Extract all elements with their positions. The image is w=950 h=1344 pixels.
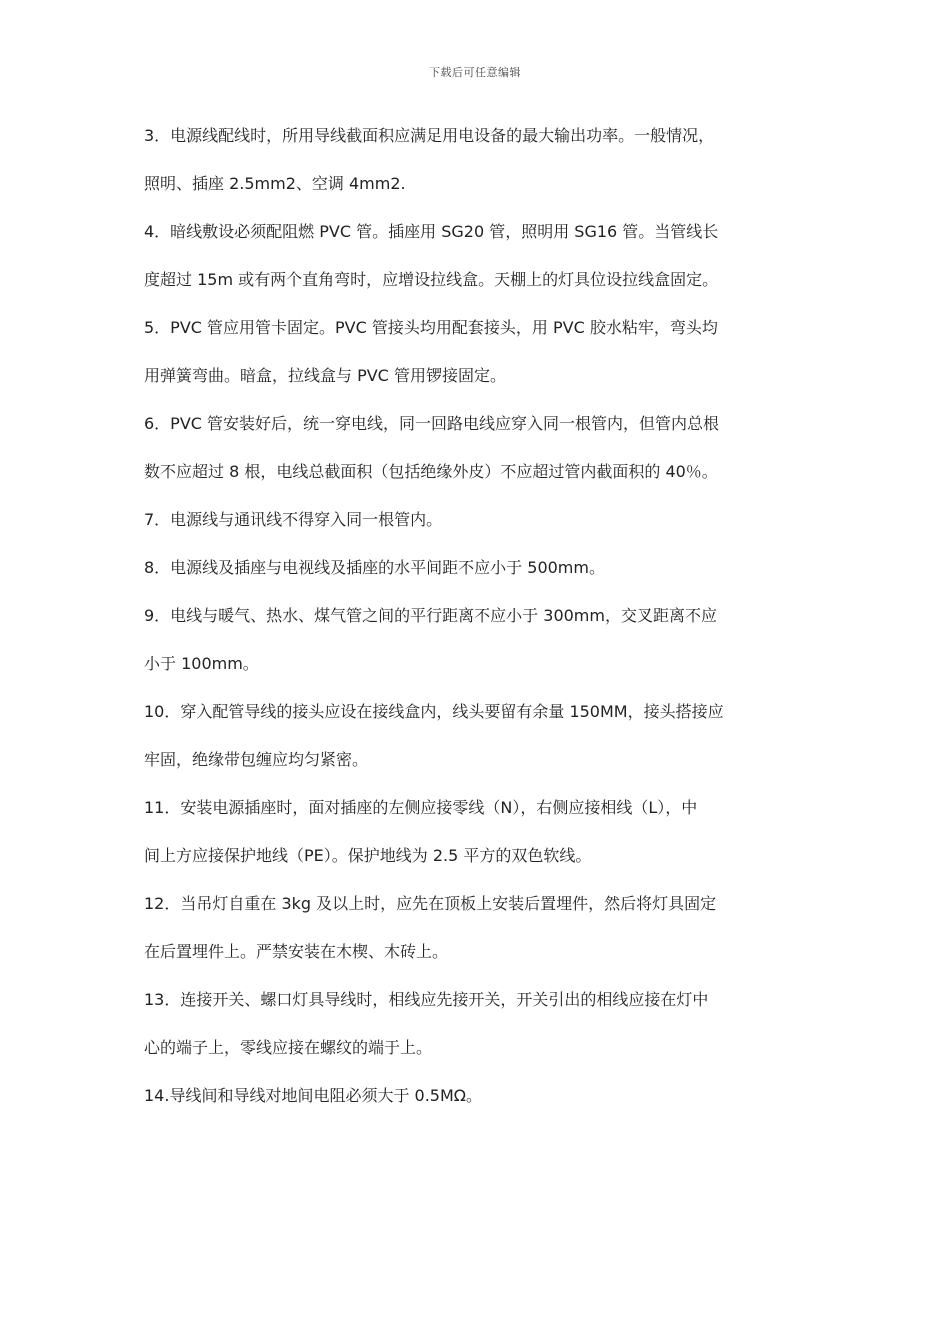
text-line: 8．电源线及插座与电视线及插座的水平间距不应小于 500mm。 xyxy=(144,558,605,577)
list-item xyxy=(144,796,816,868)
text-line: 13．连接开关、螺口灯具导线时，相线应先接开关，开关引出的相线应接在灯中 xyxy=(144,990,709,1009)
list-item xyxy=(144,1084,816,1108)
list-item xyxy=(144,412,816,484)
text-line: 6．PVC 管安装好后，统一穿电线，同一回路电线应穿入同一根管内，但管内总根 xyxy=(144,414,720,433)
text-line: 照明、插座 2.5mm2、空调 4mm2. xyxy=(144,174,406,193)
text-line: 心的端子上，零线应接在螺纹的端于上。 xyxy=(144,1038,433,1057)
document-body xyxy=(144,124,816,1108)
text-line: 14.导线间和导线对地间电阻必须大于 0.5MΩ。 xyxy=(144,1086,483,1105)
list-item xyxy=(144,508,816,532)
list-item xyxy=(144,316,816,388)
text-line: 11．安装电源插座时，面对插座的左侧应接零线（N），右侧应接相线（L），中 xyxy=(144,798,698,817)
text-line: 小于 100mm。 xyxy=(144,654,259,673)
list-item xyxy=(144,556,816,580)
text-line: 牢固，绝缘带包缠应均匀紧密。 xyxy=(144,750,369,769)
list-item xyxy=(144,604,816,676)
list-item xyxy=(144,700,816,772)
list-item xyxy=(144,220,816,292)
text-line: 用弹簧弯曲。暗盒，拉线盒与 PVC 管用锣接固定。 xyxy=(144,366,506,385)
text-line: 9．电线与暖气、热水、煤气管之间的平行距离不应小于 300mm，交叉距离不应 xyxy=(144,606,717,625)
text-line: 数不应超过 8 根，电线总截面积（包括绝缘外皮）不应超过管内截面积的 40％。 xyxy=(144,462,718,481)
list-item xyxy=(144,124,816,196)
list-item xyxy=(144,988,816,1060)
text-line: 12．当吊灯自重在 3kg 及以上时，应先在顶板上安装后置埋件，然后将灯具固定 xyxy=(144,894,717,913)
text-line: 度超过 15m 或有两个直角弯时，应增设拉线盒。天棚上的灯具位设拉线盒固定。 xyxy=(144,270,719,289)
text-line: 间上方应接保护地线（PE）。保护地线为 2.5 平方的双色软线。 xyxy=(144,846,592,865)
text-line: 4．暗线敷设必须配阻燃 PVC 管。插座用 SG20 管，照明用 SG16 管。当管线长 xyxy=(144,222,719,241)
text-line: 3．电源线配线时，所用导线截面积应满足用电设备的最大输出功率。一般情况， xyxy=(144,126,715,145)
text-line: 10．穿入配管导线的接头应设在接线盒内，线头要留有余量 150MM，接头搭接应 xyxy=(144,702,724,721)
text-line: 7．电源线与通讯线不得穿入同一根管内。 xyxy=(144,510,443,529)
text-line: 5．PVC 管应用管卡固定。PVC 管接头均用配套接头，用 PVC 胶水粘牢，弯头均 xyxy=(144,318,718,337)
page-header: 下载后可任意编辑 xyxy=(429,66,521,79)
text-line: 在后置埋件上。严禁安装在木楔、木砖上。 xyxy=(144,942,449,961)
list-item xyxy=(144,892,816,964)
